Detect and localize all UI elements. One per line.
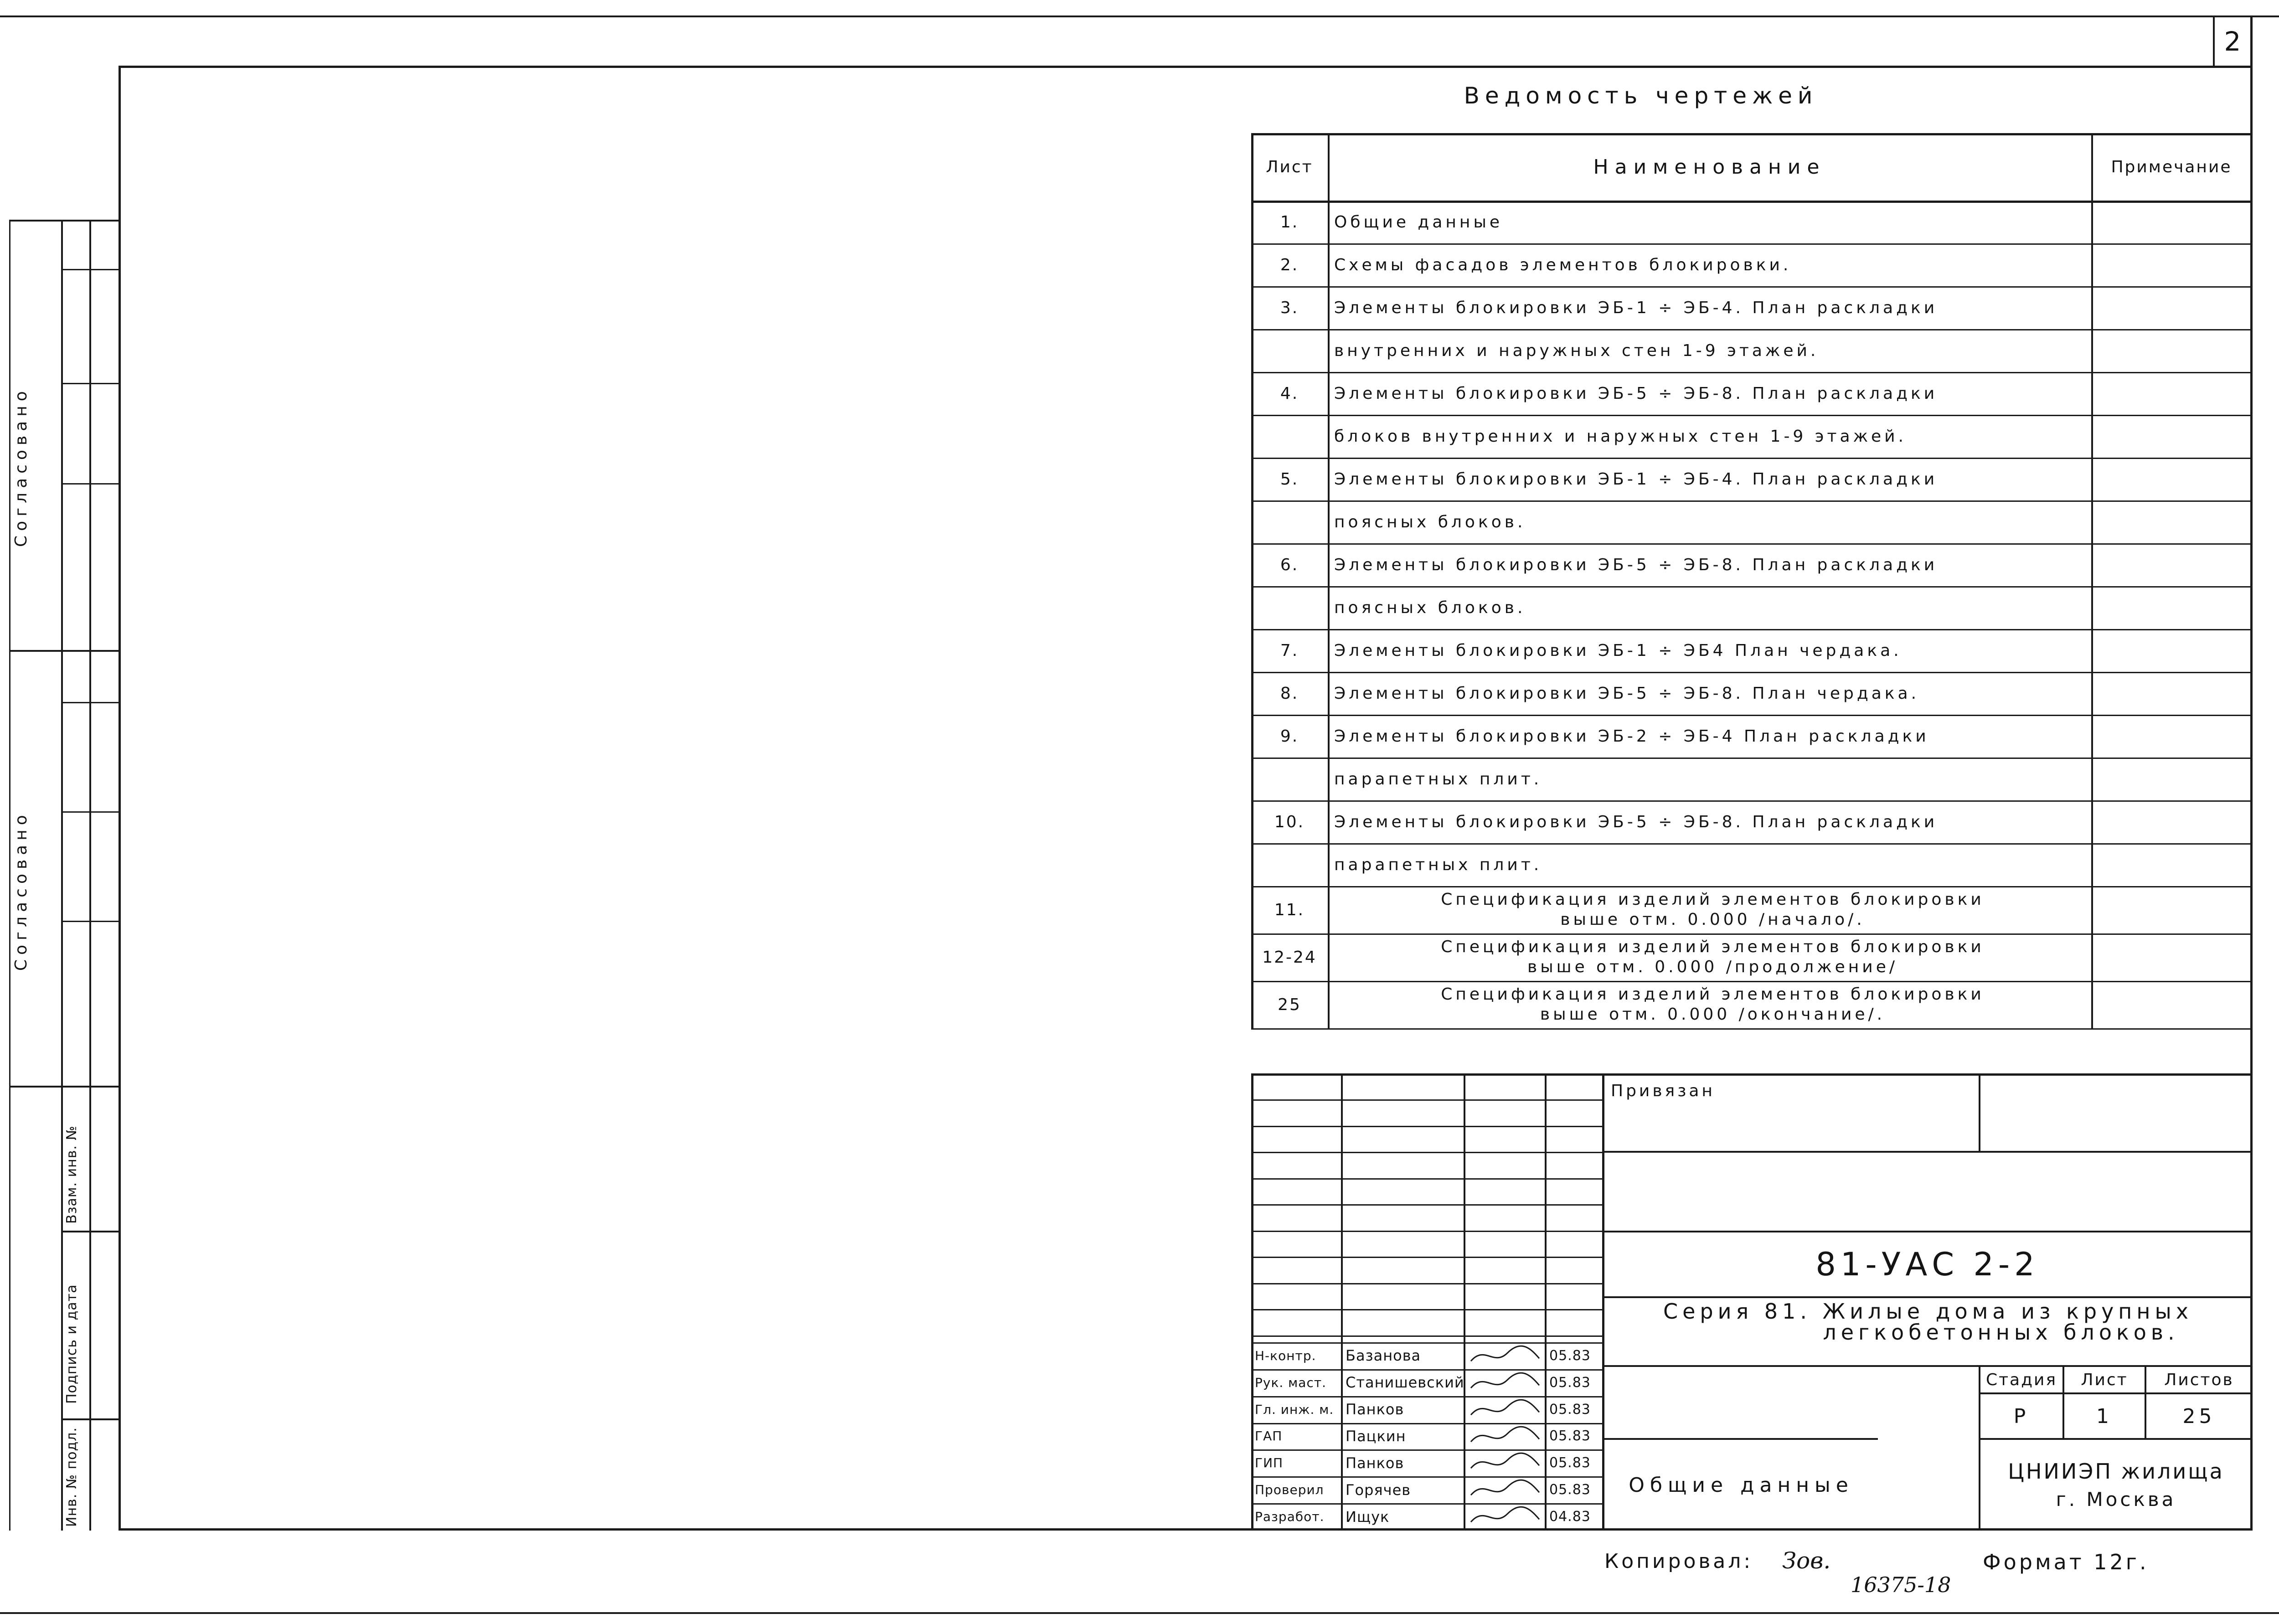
table-hline [1251, 201, 2252, 203]
table-hline [1251, 1028, 2252, 1030]
grid-h9 [1251, 1309, 1603, 1310]
inner-frame-top [119, 66, 2253, 68]
table-row-number [1251, 458, 1328, 500]
header-note [2091, 133, 2252, 201]
row-number-text: 2. [1280, 255, 1299, 274]
table-row-name [1328, 243, 2091, 286]
signature-name [1343, 1342, 1464, 1369]
table-hline [1251, 372, 2252, 373]
row-name-line: Общие данные [1334, 212, 1503, 232]
margin-h-a2 [61, 383, 119, 384]
row-number-text: 7. [1280, 641, 1299, 660]
signature-name [1343, 1423, 1464, 1450]
title-block [1251, 1073, 2252, 1530]
table-hline [1251, 586, 2252, 588]
signature-name [1343, 1396, 1464, 1423]
margin-h-2 [9, 1086, 119, 1088]
margin-h-a3 [61, 483, 119, 485]
table-row-name [1328, 715, 2091, 758]
signature-name-text: Панков [1346, 1401, 1404, 1418]
row-number-text: 6. [1280, 555, 1299, 574]
inv-replace-label: Взам. инв. № [64, 1125, 80, 1224]
attached-divider [1979, 1073, 1980, 1152]
signature-date [1547, 1476, 1602, 1503]
table-row-name [1328, 886, 2091, 933]
table-row-number [1251, 286, 1328, 329]
table-hline [1251, 843, 2252, 845]
row-name-line: внутренних и наружных стен 1-9 этажей. [1334, 341, 1819, 360]
signature-row-line [1251, 1503, 1603, 1505]
header-note-text: Примечание [2111, 157, 2232, 176]
signature-date [1547, 1423, 1602, 1450]
grid-h5 [1251, 1204, 1603, 1206]
table-row-name [1328, 458, 2091, 500]
table-hline [1251, 886, 2252, 887]
table-row-name [1328, 843, 2091, 886]
agreed-label-2: Согласовано [12, 810, 31, 971]
signature-date [1547, 1369, 1602, 1396]
signature-role-text: Н-контр. [1255, 1348, 1316, 1363]
table-row-name [1328, 629, 2091, 672]
table-row-name [1328, 543, 2091, 586]
signature-scribble [1466, 1476, 1544, 1503]
signature-name [1343, 1476, 1464, 1503]
row-name-line: Элементы блокировки ЭБ-2 ÷ ЭБ-4 План раскладки [1334, 727, 1929, 746]
row-name-line: Элементы блокировки ЭБ-5 ÷ ЭБ-8. План раскладки [1334, 555, 1938, 574]
margin-h-a6 [61, 921, 119, 922]
signature-scribble [1466, 1449, 1544, 1476]
table-hline [1251, 543, 2252, 545]
signature-date [1547, 1342, 1602, 1369]
signature-name [1343, 1449, 1464, 1476]
signature-date-text: 05.83 [1549, 1455, 1591, 1471]
signature-date [1547, 1396, 1602, 1423]
stamp-top [1251, 1073, 2252, 1076]
series-title: Серия 81. Жилые дома из крупных легкобетонных блоков. [1663, 1299, 2193, 1345]
table-vline-note [2091, 133, 2093, 1028]
table-row-name [1328, 800, 2091, 843]
table-hline [1251, 629, 2252, 630]
inner-frame-left [119, 66, 121, 1531]
format-label: Формат 12г. [1983, 1550, 2149, 1574]
row-name-line: Спецификация изделий элементов блокировки [1441, 890, 1985, 909]
copied-signature: Зов. [1782, 1547, 1831, 1574]
row-name-line: Элементы блокировки ЭБ-1 ÷ ЭБ4 План чердака. [1334, 641, 1902, 660]
row-name-line: выше отм. 0.000 /окончание/. [1540, 1005, 1886, 1024]
table-row-number [1251, 243, 1328, 286]
signature-date-text: 05.83 [1549, 1401, 1591, 1418]
row-name-line: парапетных плит. [1334, 769, 1542, 789]
table-row-number [1251, 672, 1328, 715]
table-hline [1251, 800, 2252, 802]
margin-h-3 [61, 1231, 119, 1232]
signature-date [1547, 1449, 1602, 1476]
signature-row-line [1251, 1369, 1603, 1371]
right-h3 [1603, 1296, 2252, 1298]
signature-scribble [1466, 1423, 1544, 1450]
margin-h-1 [9, 650, 119, 652]
signature-rows [1251, 1342, 1603, 1530]
row-number-text: 8. [1280, 684, 1299, 703]
sheet-value: 1 [2096, 1404, 2113, 1428]
attached-label: Привязан [1611, 1081, 1715, 1100]
sheets-value: 25 [2182, 1404, 2216, 1428]
signature-date-text: 05.83 [1549, 1374, 1591, 1391]
row-name-line: поясных блоков. [1334, 512, 1526, 531]
row-number-text: 25 [1278, 995, 1301, 1014]
table-hline [1251, 933, 2252, 935]
row-number-text: 12-24 [1262, 948, 1317, 967]
stage-label: Стадия [1985, 1370, 2057, 1389]
row-name-line: Элементы блокировки ЭБ-5 ÷ ЭБ-8. План раскладки [1334, 384, 1938, 403]
table-hline [1251, 458, 2252, 459]
table-row-name [1328, 586, 2091, 629]
table-row-name [1328, 933, 2091, 981]
sheet-number: 2 [2224, 26, 2241, 57]
grid-h2 [1251, 1126, 1603, 1127]
margin-h-a1 [61, 269, 119, 270]
table-row-name [1328, 201, 2091, 243]
table-hline [1251, 981, 2252, 982]
signature-role-text: ГИП [1255, 1455, 1284, 1471]
table-hline [1251, 329, 2252, 330]
margin-top-line [9, 220, 119, 222]
row-name-line: выше отм. 0.000 /начало/. [1560, 910, 1865, 929]
table-row-name [1328, 415, 2091, 458]
table-hline [1251, 133, 2252, 135]
signature-role-text: Гл. инж. м. [1255, 1402, 1334, 1417]
signature-role [1252, 1449, 1341, 1476]
signature-row-line [1251, 1342, 1603, 1344]
handwritten-number: 16375-18 [1851, 1572, 1951, 1597]
right-h1 [1603, 1151, 2252, 1153]
organization: ЦНИИЭП жилища г. Москва [2008, 1459, 2224, 1511]
table-hline [1251, 758, 2252, 759]
table-hline [1251, 243, 2252, 245]
table-vline-num [1328, 133, 1330, 1028]
row-number-text: 3. [1280, 298, 1299, 317]
margin-h-4 [61, 1418, 119, 1420]
margin-col-line-3 [89, 220, 91, 1531]
signature-name-text: Горячев [1346, 1481, 1411, 1499]
copied-label: Копировал: [1604, 1550, 1753, 1573]
stage-value: Р [2013, 1404, 2030, 1428]
grid-h6 [1251, 1231, 1603, 1232]
signature-scribble [1466, 1369, 1544, 1396]
signature-name-text: Панков [1346, 1454, 1404, 1472]
signature-role-text: Проверил [1255, 1482, 1324, 1498]
row-name-line: выше отм. 0.000 /продолжение/ [1527, 958, 1898, 976]
signature-name-text: Ищук [1346, 1508, 1390, 1526]
header-name [1328, 133, 2091, 201]
header-name-text: Наименование [1593, 155, 1826, 179]
row-name-line: Спецификация изделий элементов блокировки [1441, 985, 1985, 1004]
signature-scribble [1466, 1503, 1544, 1530]
signature-name-text: Базанова [1346, 1347, 1421, 1365]
table-row-name [1328, 286, 2091, 329]
table-row-name [1328, 329, 2091, 372]
signature-name-text: Станишевский [1346, 1374, 1464, 1392]
table-vline-left [1251, 133, 1253, 1028]
agreed-label-1: Согласовано [12, 387, 31, 547]
signature-row-line [1251, 1449, 1603, 1451]
signature-date-text: 05.83 [1549, 1482, 1591, 1498]
signature-row-line [1251, 1423, 1603, 1424]
signature-date-text: 05.83 [1549, 1347, 1591, 1364]
signature-date-text: 04.83 [1549, 1509, 1591, 1525]
outer-frame-bottom [0, 1612, 2279, 1614]
row-name-line: Элементы блокировки ЭБ-1 ÷ ЭБ-4. План раскладки [1334, 469, 1938, 489]
row-name-line: поясных блоков. [1334, 598, 1526, 617]
table-row-name [1328, 372, 2091, 415]
grid-h7 [1251, 1257, 1603, 1258]
row-name-line: блоков внутренних и наружных стен 1-9 этажей. [1334, 427, 1907, 446]
row-name-line: Элементы блокировки ЭБ-5 ÷ ЭБ-8. План чердака. [1334, 684, 1920, 703]
grid-h1 [1251, 1099, 1603, 1101]
row-number-text: 1. [1280, 212, 1299, 232]
grid-h8 [1251, 1283, 1603, 1284]
row-number-text: 10. [1274, 812, 1305, 831]
header-sheet [1251, 133, 1328, 201]
margin-col-line-1 [9, 220, 10, 1531]
drawing-list-table [1251, 133, 2252, 1045]
signature-role [1252, 1503, 1341, 1530]
signature-role-text: Рук. маст. [1255, 1375, 1327, 1390]
row-number-text: 11. [1274, 900, 1305, 919]
signature-row-line [1251, 1396, 1603, 1397]
signature-scribble [1466, 1396, 1544, 1423]
table-row-number [1251, 372, 1328, 415]
margin-h-a5 [61, 811, 119, 813]
sheet-label: Лист [2081, 1370, 2128, 1389]
row-name-line: Элементы блокировки ЭБ-5 ÷ ЭБ-8. План раскладки [1334, 812, 1938, 831]
grid-h4 [1251, 1178, 1603, 1180]
row-name-line: Схемы фасадов элементов блокировки. [1334, 255, 1792, 274]
table-hline [1251, 672, 2252, 673]
outer-frame-top [0, 15, 2279, 17]
table-hline [1251, 715, 2252, 716]
signature-date-text: 05.83 [1549, 1428, 1591, 1444]
row-number-text: 4. [1280, 384, 1299, 403]
table-row-name [1328, 500, 2091, 543]
grid-h10 [1251, 1335, 1603, 1337]
table-hline [1251, 415, 2252, 416]
signature-name-text: Пацкин [1346, 1427, 1406, 1445]
table-row-number [1251, 800, 1328, 843]
table-row-name [1328, 758, 2091, 800]
signature-role [1252, 1342, 1341, 1369]
signature-role [1252, 1369, 1341, 1396]
grid-h3 [1251, 1152, 1603, 1153]
row-name-line: парапетных плит. [1334, 855, 1542, 874]
table-hline [1251, 286, 2252, 288]
table-row-number [1251, 981, 1328, 1028]
table-row-number [1251, 715, 1328, 758]
table-row-number [1251, 543, 1328, 586]
signature-row-line [1251, 1476, 1603, 1478]
document-title: Общие данные [1629, 1473, 1854, 1497]
table-title: Ведомость чертежей [1464, 82, 1818, 109]
table-row-number [1251, 933, 1328, 981]
row-number-text: 5. [1280, 469, 1299, 489]
table-row-name [1328, 981, 2091, 1028]
sign-date-label: Подпись и дата [64, 1284, 80, 1404]
table-row-number [1251, 629, 1328, 672]
signature-scribble [1466, 1342, 1544, 1369]
signature-role [1252, 1423, 1341, 1450]
row-number-text: 9. [1280, 727, 1299, 746]
document-code: 81-УАС 2-2 [1815, 1246, 2039, 1283]
sheets-label: Листов [2164, 1370, 2234, 1389]
signature-role [1252, 1476, 1341, 1503]
row-name-line: Спецификация изделий элементов блокировки [1441, 938, 1985, 956]
signature-name [1343, 1369, 1464, 1396]
signature-name [1343, 1503, 1464, 1530]
table-row-number [1251, 201, 1328, 243]
margin-h-a4 [61, 702, 119, 703]
table-row-name [1328, 672, 2091, 715]
row-name-line: Элементы блокировки ЭБ-1 ÷ ЭБ-4. План раскладки [1334, 298, 1938, 317]
signature-role-text: Разработ. [1255, 1509, 1325, 1525]
inv-orig-label: Инв. № подл. [64, 1427, 80, 1527]
signature-role-text: ГАП [1255, 1428, 1283, 1444]
signature-role [1252, 1396, 1341, 1423]
margin-col-line-2 [61, 220, 63, 1531]
header-sheet-text: Лист [1266, 157, 1313, 176]
table-row-number [1251, 886, 1328, 933]
signature-date [1547, 1503, 1602, 1530]
table-hline [1251, 500, 2252, 502]
